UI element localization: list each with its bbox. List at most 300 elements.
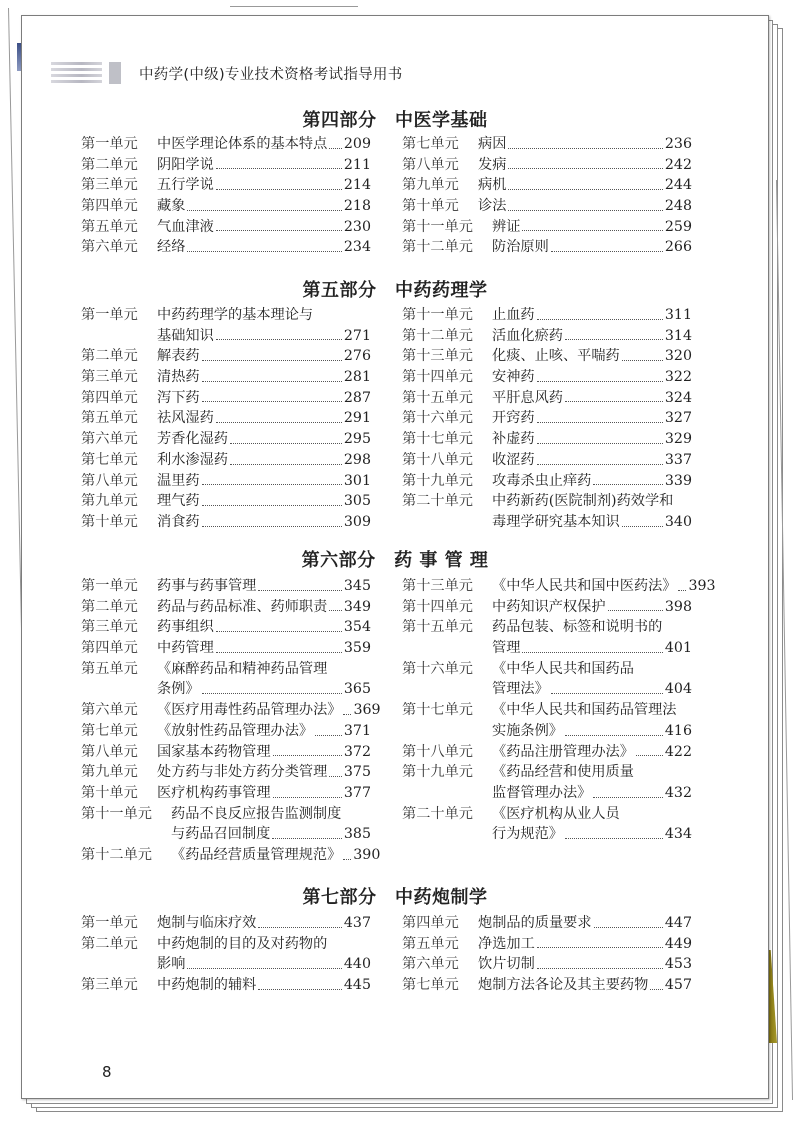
unit-label: 第一单元 xyxy=(81,915,138,931)
entry-page-number: 359 xyxy=(343,640,371,657)
toc-entry[interactable] xyxy=(402,217,692,238)
unit-label: 第四单元 xyxy=(81,640,138,657)
entry-title: 炮制品的质量要求 xyxy=(478,915,592,931)
toc-entry[interactable] xyxy=(81,367,371,388)
entry-title: 补虚药 xyxy=(492,431,535,448)
dot-leader xyxy=(508,210,663,211)
entry-page-number: 354 xyxy=(343,619,371,636)
dot-leader xyxy=(593,797,663,798)
entry-title: 泻下药 xyxy=(157,389,200,406)
toc-entry[interactable] xyxy=(81,783,371,804)
toc-entry-line1[interactable] xyxy=(402,762,692,783)
toc-entry[interactable] xyxy=(402,346,692,367)
entry-page-number: 236 xyxy=(664,136,692,152)
entry-title: 经络 xyxy=(157,239,186,256)
dot-leader xyxy=(187,251,342,252)
unit-label: 第三单元 xyxy=(81,369,138,386)
toc-entry[interactable] xyxy=(402,721,692,742)
unit-label: 第三单元 xyxy=(81,619,138,636)
part-heading: 第五部分 中药药理学 xyxy=(302,280,488,301)
entry-page-number: 276 xyxy=(343,348,371,365)
unit-label: 第二单元 xyxy=(81,348,138,365)
toc-entry[interactable] xyxy=(81,576,371,597)
toc-entry[interactable] xyxy=(402,576,716,597)
entry-page-number: 369 xyxy=(353,702,381,719)
unit-label: 第六单元 xyxy=(81,239,138,256)
dot-leader xyxy=(608,610,663,611)
toc-entry[interactable] xyxy=(81,134,371,155)
dot-leader xyxy=(202,693,342,694)
part-heading: 第七部分 中药炮制学 xyxy=(302,887,488,908)
entry-page-number: 337 xyxy=(664,451,692,468)
unit-label: 第一单元 xyxy=(81,136,138,152)
toc-entry[interactable] xyxy=(81,638,371,659)
toc-column-right xyxy=(402,305,692,533)
dot-leader xyxy=(678,590,686,591)
unit-label: 第十二单元 xyxy=(402,239,473,256)
unit-label: 第一单元 xyxy=(81,307,138,323)
toc-entry[interactable] xyxy=(81,913,371,934)
entry-title: 炮制方法各论及其主要药物 xyxy=(478,977,649,994)
toc-entry[interactable] xyxy=(402,638,692,659)
toc-entry[interactable] xyxy=(81,346,371,367)
entry-page-number: 372 xyxy=(343,743,371,760)
dot-leader xyxy=(216,652,342,653)
dot-leader xyxy=(594,927,663,928)
toc-entry[interactable] xyxy=(81,954,371,975)
toc-entry[interactable] xyxy=(81,217,371,238)
unit-label: 第十单元 xyxy=(402,198,459,215)
entry-page-number: 234 xyxy=(343,239,371,256)
toc-entry[interactable] xyxy=(81,721,371,742)
entry-page-number: 416 xyxy=(664,722,692,739)
unit-label: 第六单元 xyxy=(81,431,138,448)
toc-entry[interactable] xyxy=(81,617,371,638)
dot-leader xyxy=(258,989,342,990)
entry-page-number: 324 xyxy=(664,389,692,406)
entry-page-number: 440 xyxy=(343,956,371,973)
header-stripes-decoration xyxy=(51,62,102,84)
unit-label: 第七单元 xyxy=(402,136,459,152)
entry-title: 管理 xyxy=(492,640,521,657)
entry-title: 净选加工 xyxy=(478,935,535,952)
toc-entry[interactable] xyxy=(81,429,371,450)
unit-label: 第五单元 xyxy=(402,935,459,952)
dot-leader xyxy=(537,381,663,382)
entry-page-number: 422 xyxy=(664,743,692,760)
entry-page-number: 305 xyxy=(343,493,371,510)
toc-entry[interactable] xyxy=(81,237,371,258)
toc-entry[interactable] xyxy=(402,597,692,618)
unit-label: 第十九单元 xyxy=(402,472,473,489)
dot-leader xyxy=(258,927,342,928)
entry-title: 影响 xyxy=(157,956,186,973)
entry-page-number: 398 xyxy=(664,598,692,615)
dot-leader xyxy=(202,401,342,402)
toc-entry[interactable] xyxy=(402,783,692,804)
dot-leader xyxy=(565,838,663,839)
toc-column-left xyxy=(81,305,371,533)
page-number: 8 xyxy=(102,1063,112,1081)
entry-page-number: 453 xyxy=(664,956,692,973)
entry-title: 消食药 xyxy=(157,513,200,530)
toc-entry[interactable] xyxy=(81,326,371,347)
toc-entry[interactable] xyxy=(402,975,692,996)
dot-leader xyxy=(650,989,663,990)
entry-page-number: 266 xyxy=(664,239,692,256)
dot-leader xyxy=(315,735,342,736)
unit-label: 第六单元 xyxy=(402,956,459,973)
entry-title-line1: 中药炮制的目的及对药物的 xyxy=(157,935,328,952)
entry-page-number: 214 xyxy=(343,177,371,194)
unit-label: 第二单元 xyxy=(81,156,138,173)
entry-title-line1: 药品包装、标签和说明书的 xyxy=(492,619,663,636)
entry-page-number: 298 xyxy=(343,451,371,468)
toc-entry[interactable] xyxy=(81,742,371,763)
unit-label: 第十七单元 xyxy=(402,431,473,448)
entry-title: 活血化瘀药 xyxy=(492,327,563,344)
entry-page-number: 311 xyxy=(664,307,692,323)
entry-page-number: 322 xyxy=(664,369,692,386)
entry-page-number: 404 xyxy=(664,681,692,698)
toc-column-left xyxy=(81,134,371,258)
toc-entry-line1[interactable] xyxy=(402,491,692,512)
unit-label: 第十八单元 xyxy=(402,451,473,468)
dot-leader xyxy=(622,360,663,361)
toc-entry[interactable] xyxy=(81,512,371,533)
entry-title: 国家基本药物管理 xyxy=(157,743,271,760)
entry-page-number: 329 xyxy=(664,431,692,448)
entry-title: 安神药 xyxy=(492,369,535,386)
entry-page-number: 385 xyxy=(343,826,371,843)
entry-title: 条例》 xyxy=(157,681,200,698)
unit-label: 第五单元 xyxy=(81,660,138,677)
toc-entry-line1[interactable] xyxy=(402,617,692,638)
entry-page-number: 209 xyxy=(343,136,371,152)
dot-leader xyxy=(272,838,342,839)
toc-entry-line1[interactable] xyxy=(81,934,371,955)
entry-title: 辨证 xyxy=(492,218,521,235)
entry-page-number: 301 xyxy=(343,472,371,489)
toc-entry[interactable] xyxy=(81,762,371,783)
unit-label: 第十三单元 xyxy=(402,578,473,594)
entry-page-number: 320 xyxy=(664,348,692,365)
toc-entry[interactable] xyxy=(402,134,692,155)
entry-page-number: 248 xyxy=(664,198,692,215)
toc-entry[interactable] xyxy=(402,408,692,429)
entry-title: 《药品注册管理办法》 xyxy=(492,743,634,760)
dot-leader xyxy=(202,526,342,527)
entry-page-number: 457 xyxy=(664,977,692,994)
dot-leader xyxy=(216,230,342,231)
entry-page-number: 449 xyxy=(664,935,692,952)
entry-title: 药品与药品标准、药师职责 xyxy=(157,598,328,615)
toc-entry[interactable] xyxy=(81,175,371,196)
dot-leader xyxy=(522,230,663,231)
entry-title-line1: 《药品经营和使用质量 xyxy=(492,764,634,781)
dot-leader xyxy=(508,189,663,190)
unit-label: 第十四单元 xyxy=(402,598,473,615)
unit-label: 第二单元 xyxy=(81,935,138,952)
dot-leader xyxy=(565,339,663,340)
part-heading: 第四部分 中医学基础 xyxy=(302,110,488,131)
entry-page-number: 295 xyxy=(343,431,371,448)
entry-title: 五行学说 xyxy=(157,177,214,194)
entry-title: 诊法 xyxy=(478,198,507,215)
entry-title: 利水渗湿药 xyxy=(157,451,228,468)
dot-leader xyxy=(273,755,342,756)
dot-leader xyxy=(565,735,663,736)
unit-label: 第十三单元 xyxy=(402,348,473,365)
dot-leader xyxy=(216,339,342,340)
dot-leader xyxy=(343,859,351,860)
entry-page-number: 281 xyxy=(343,369,371,386)
toc-entry[interactable] xyxy=(402,934,692,955)
dot-leader xyxy=(522,652,663,653)
entry-title: 温里药 xyxy=(157,472,200,489)
toc-entry-line1[interactable] xyxy=(402,700,692,721)
toc-entry[interactable] xyxy=(402,679,692,700)
entry-title: 基础知识 xyxy=(157,327,214,344)
entry-title: 病因 xyxy=(478,136,507,152)
toc-entry-line1[interactable] xyxy=(81,659,371,680)
dot-leader xyxy=(187,968,342,969)
toc-entry[interactable] xyxy=(81,155,371,176)
entry-page-number: 259 xyxy=(664,218,692,235)
entry-title: 阴阳学说 xyxy=(157,156,214,173)
unit-label: 第四单元 xyxy=(402,915,459,931)
toc-entry-line1[interactable] xyxy=(81,804,371,825)
toc-entry[interactable] xyxy=(402,388,692,409)
entry-title: 行为规范》 xyxy=(492,826,563,843)
entry-title: 防治原则 xyxy=(492,239,549,256)
entry-title: 饮片切制 xyxy=(478,956,535,973)
entry-page-number: 218 xyxy=(343,198,371,215)
dot-leader xyxy=(216,168,342,169)
dot-leader xyxy=(202,381,342,382)
toc-entry[interactable] xyxy=(402,913,692,934)
toc-entry[interactable] xyxy=(81,845,381,866)
entry-title: 与药品召回制度 xyxy=(171,826,271,843)
entry-title: 医疗机构药事管理 xyxy=(157,784,271,801)
dot-leader xyxy=(216,631,342,632)
entry-title-line1: 《中华人民共和国药品管理法 xyxy=(492,702,677,719)
dot-leader xyxy=(273,797,342,798)
toc-column-right xyxy=(402,576,716,845)
unit-label: 第九单元 xyxy=(402,177,459,194)
toc-entry[interactable] xyxy=(402,196,692,217)
unit-label: 第二单元 xyxy=(81,598,138,615)
unit-label: 第十四单元 xyxy=(402,369,473,386)
toc-entry[interactable] xyxy=(81,471,371,492)
entry-page-number: 291 xyxy=(343,410,371,427)
entry-title: 中药炮制的辅料 xyxy=(157,977,257,994)
unit-label: 第八单元 xyxy=(81,472,138,489)
unit-label: 第十一单元 xyxy=(81,805,152,822)
toc-entry[interactable] xyxy=(402,175,692,196)
entry-page-number: 445 xyxy=(343,977,371,994)
unit-label: 第八单元 xyxy=(81,743,138,760)
unit-label: 第五单元 xyxy=(81,218,138,235)
dot-leader xyxy=(258,590,342,591)
entry-page-number: 401 xyxy=(664,640,692,657)
toc-entry[interactable] xyxy=(402,305,692,326)
entry-title-line1: 中药新药(医院制剂)药效学和 xyxy=(492,493,674,510)
toc-entry[interactable] xyxy=(81,196,371,217)
entry-title-line1: 中药药理学的基本理论与 xyxy=(157,307,314,323)
entry-title: 化痰、止咳、平喘药 xyxy=(492,348,620,365)
book-title: 中药学(中级)专业技术资格考试指导用书 xyxy=(139,67,403,83)
entry-title: 药事组织 xyxy=(157,619,214,636)
unit-label: 第十单元 xyxy=(81,513,138,530)
entry-title-line1: 《中华人民共和国药品 xyxy=(492,660,634,677)
entry-page-number: 434 xyxy=(664,826,692,843)
unit-label: 第十六单元 xyxy=(402,410,473,427)
dot-leader xyxy=(537,319,663,320)
entry-title: 祛风湿药 xyxy=(157,410,214,427)
dot-leader xyxy=(622,526,663,527)
toc-entry[interactable] xyxy=(402,326,692,347)
entry-title-line1: 药品不良反应报告监测制度 xyxy=(171,805,342,822)
dot-leader xyxy=(329,148,342,149)
dot-leader xyxy=(537,443,663,444)
toc-entry[interactable] xyxy=(402,824,692,845)
entry-title: 开窍药 xyxy=(492,410,535,427)
entry-page-number: 309 xyxy=(343,513,371,530)
toc-entry-line1[interactable] xyxy=(402,659,692,680)
entry-page-number: 339 xyxy=(664,472,692,489)
toc-page xyxy=(21,15,769,1099)
unit-label: 第十九单元 xyxy=(402,764,473,781)
toc-entry[interactable] xyxy=(402,237,692,258)
entry-title: 解表药 xyxy=(157,348,200,365)
unit-label: 第九单元 xyxy=(81,493,138,510)
unit-label: 第八单元 xyxy=(402,156,459,173)
entry-page-number: 375 xyxy=(343,764,371,781)
toc-entry[interactable] xyxy=(81,491,371,512)
toc-entry[interactable] xyxy=(81,700,381,721)
toc-entry-line1[interactable] xyxy=(402,804,692,825)
entry-title: 实施条例》 xyxy=(492,722,563,739)
dot-leader xyxy=(230,443,342,444)
dot-leader xyxy=(551,693,663,694)
entry-title: 炮制与临床疗效 xyxy=(157,915,257,931)
unit-label: 第十二单元 xyxy=(402,327,473,344)
entry-page-number: 447 xyxy=(664,915,692,931)
toc-entry[interactable] xyxy=(81,388,371,409)
entry-title: 管理法》 xyxy=(492,681,549,698)
unit-label: 第十五单元 xyxy=(402,619,473,636)
entry-title: 藏象 xyxy=(157,198,186,215)
back-page-top-edge xyxy=(230,6,358,8)
dot-leader xyxy=(508,168,663,169)
entry-title: 《药品经营质量管理规范》 xyxy=(171,846,342,863)
toc-entry[interactable] xyxy=(81,450,371,471)
entry-page-number: 287 xyxy=(343,389,371,406)
entry-title: 毒理学研究基本知识 xyxy=(492,513,620,530)
toc-entry[interactable] xyxy=(81,824,371,845)
entry-page-number: 390 xyxy=(353,846,381,863)
toc-entry[interactable] xyxy=(81,408,371,429)
dot-leader xyxy=(551,251,663,252)
unit-label: 第一单元 xyxy=(81,578,138,594)
unit-label: 第二十单元 xyxy=(402,493,473,510)
toc-entry[interactable] xyxy=(402,450,692,471)
dot-leader xyxy=(187,210,342,211)
entry-page-number: 349 xyxy=(343,598,371,615)
dot-leader xyxy=(537,947,663,948)
entry-title: 攻毒杀虫止痒药 xyxy=(492,472,592,489)
unit-label: 第二十单元 xyxy=(402,805,473,822)
toc-entry[interactable] xyxy=(402,954,692,975)
unit-label: 第十七单元 xyxy=(402,702,473,719)
unit-label: 第十一单元 xyxy=(402,218,473,235)
entry-title: 中药管理 xyxy=(157,640,214,657)
unit-label: 第十二单元 xyxy=(81,846,152,863)
toc-entry[interactable] xyxy=(402,471,692,492)
unit-label: 第七单元 xyxy=(402,977,459,994)
unit-label: 第十八单元 xyxy=(402,743,473,760)
entry-title-line1: 《麻醉药品和精神药品管理 xyxy=(157,660,328,677)
toc-entry[interactable] xyxy=(81,679,371,700)
entry-page-number: 271 xyxy=(343,327,371,344)
toc-column-right xyxy=(402,913,692,996)
unit-label: 第九单元 xyxy=(81,764,138,781)
toc-entry[interactable] xyxy=(402,512,692,533)
toc-entry[interactable] xyxy=(81,597,371,618)
toc-entry[interactable] xyxy=(402,367,692,388)
unit-label: 第十五单元 xyxy=(402,389,473,406)
unit-label: 第十单元 xyxy=(81,784,138,801)
dot-leader xyxy=(202,360,342,361)
dot-leader xyxy=(329,776,342,777)
entry-title: 中药知识产权保护 xyxy=(492,598,606,615)
entry-page-number: 365 xyxy=(343,681,371,698)
dot-leader xyxy=(343,714,351,715)
entry-page-number: 211 xyxy=(343,156,371,173)
toc-entry[interactable] xyxy=(402,742,692,763)
unit-label: 第七单元 xyxy=(81,722,138,739)
toc-column-left xyxy=(81,913,371,996)
part-heading: 第六部分 药 事 管 理 xyxy=(301,550,489,571)
unit-label: 第四单元 xyxy=(81,198,138,215)
unit-label: 第十一单元 xyxy=(402,307,473,323)
toc-entry[interactable] xyxy=(402,155,692,176)
entry-page-number: 371 xyxy=(343,722,371,739)
toc-entry[interactable] xyxy=(402,429,692,450)
dot-leader xyxy=(216,189,342,190)
dot-leader xyxy=(202,505,342,506)
header-block-decoration xyxy=(109,62,121,84)
entry-title: 药事与药事管理 xyxy=(157,578,257,594)
dot-leader xyxy=(565,401,663,402)
entry-page-number: 340 xyxy=(664,513,692,530)
entry-page-number: 244 xyxy=(664,177,692,194)
running-header xyxy=(51,62,551,86)
dot-leader xyxy=(202,484,342,485)
entry-title: 理气药 xyxy=(157,493,200,510)
toc-entry[interactable] xyxy=(81,975,371,996)
unit-label: 第十六单元 xyxy=(402,660,473,677)
entry-title: 收涩药 xyxy=(492,451,535,468)
entry-page-number: 432 xyxy=(664,784,692,801)
dot-leader xyxy=(508,148,663,149)
unit-label: 第六单元 xyxy=(81,702,138,719)
entry-title: 芳香化湿药 xyxy=(157,431,228,448)
toc-entry-line1[interactable] xyxy=(81,305,371,326)
entry-title: 《放射性药品管理办法》 xyxy=(157,722,314,739)
dot-leader xyxy=(230,464,342,465)
